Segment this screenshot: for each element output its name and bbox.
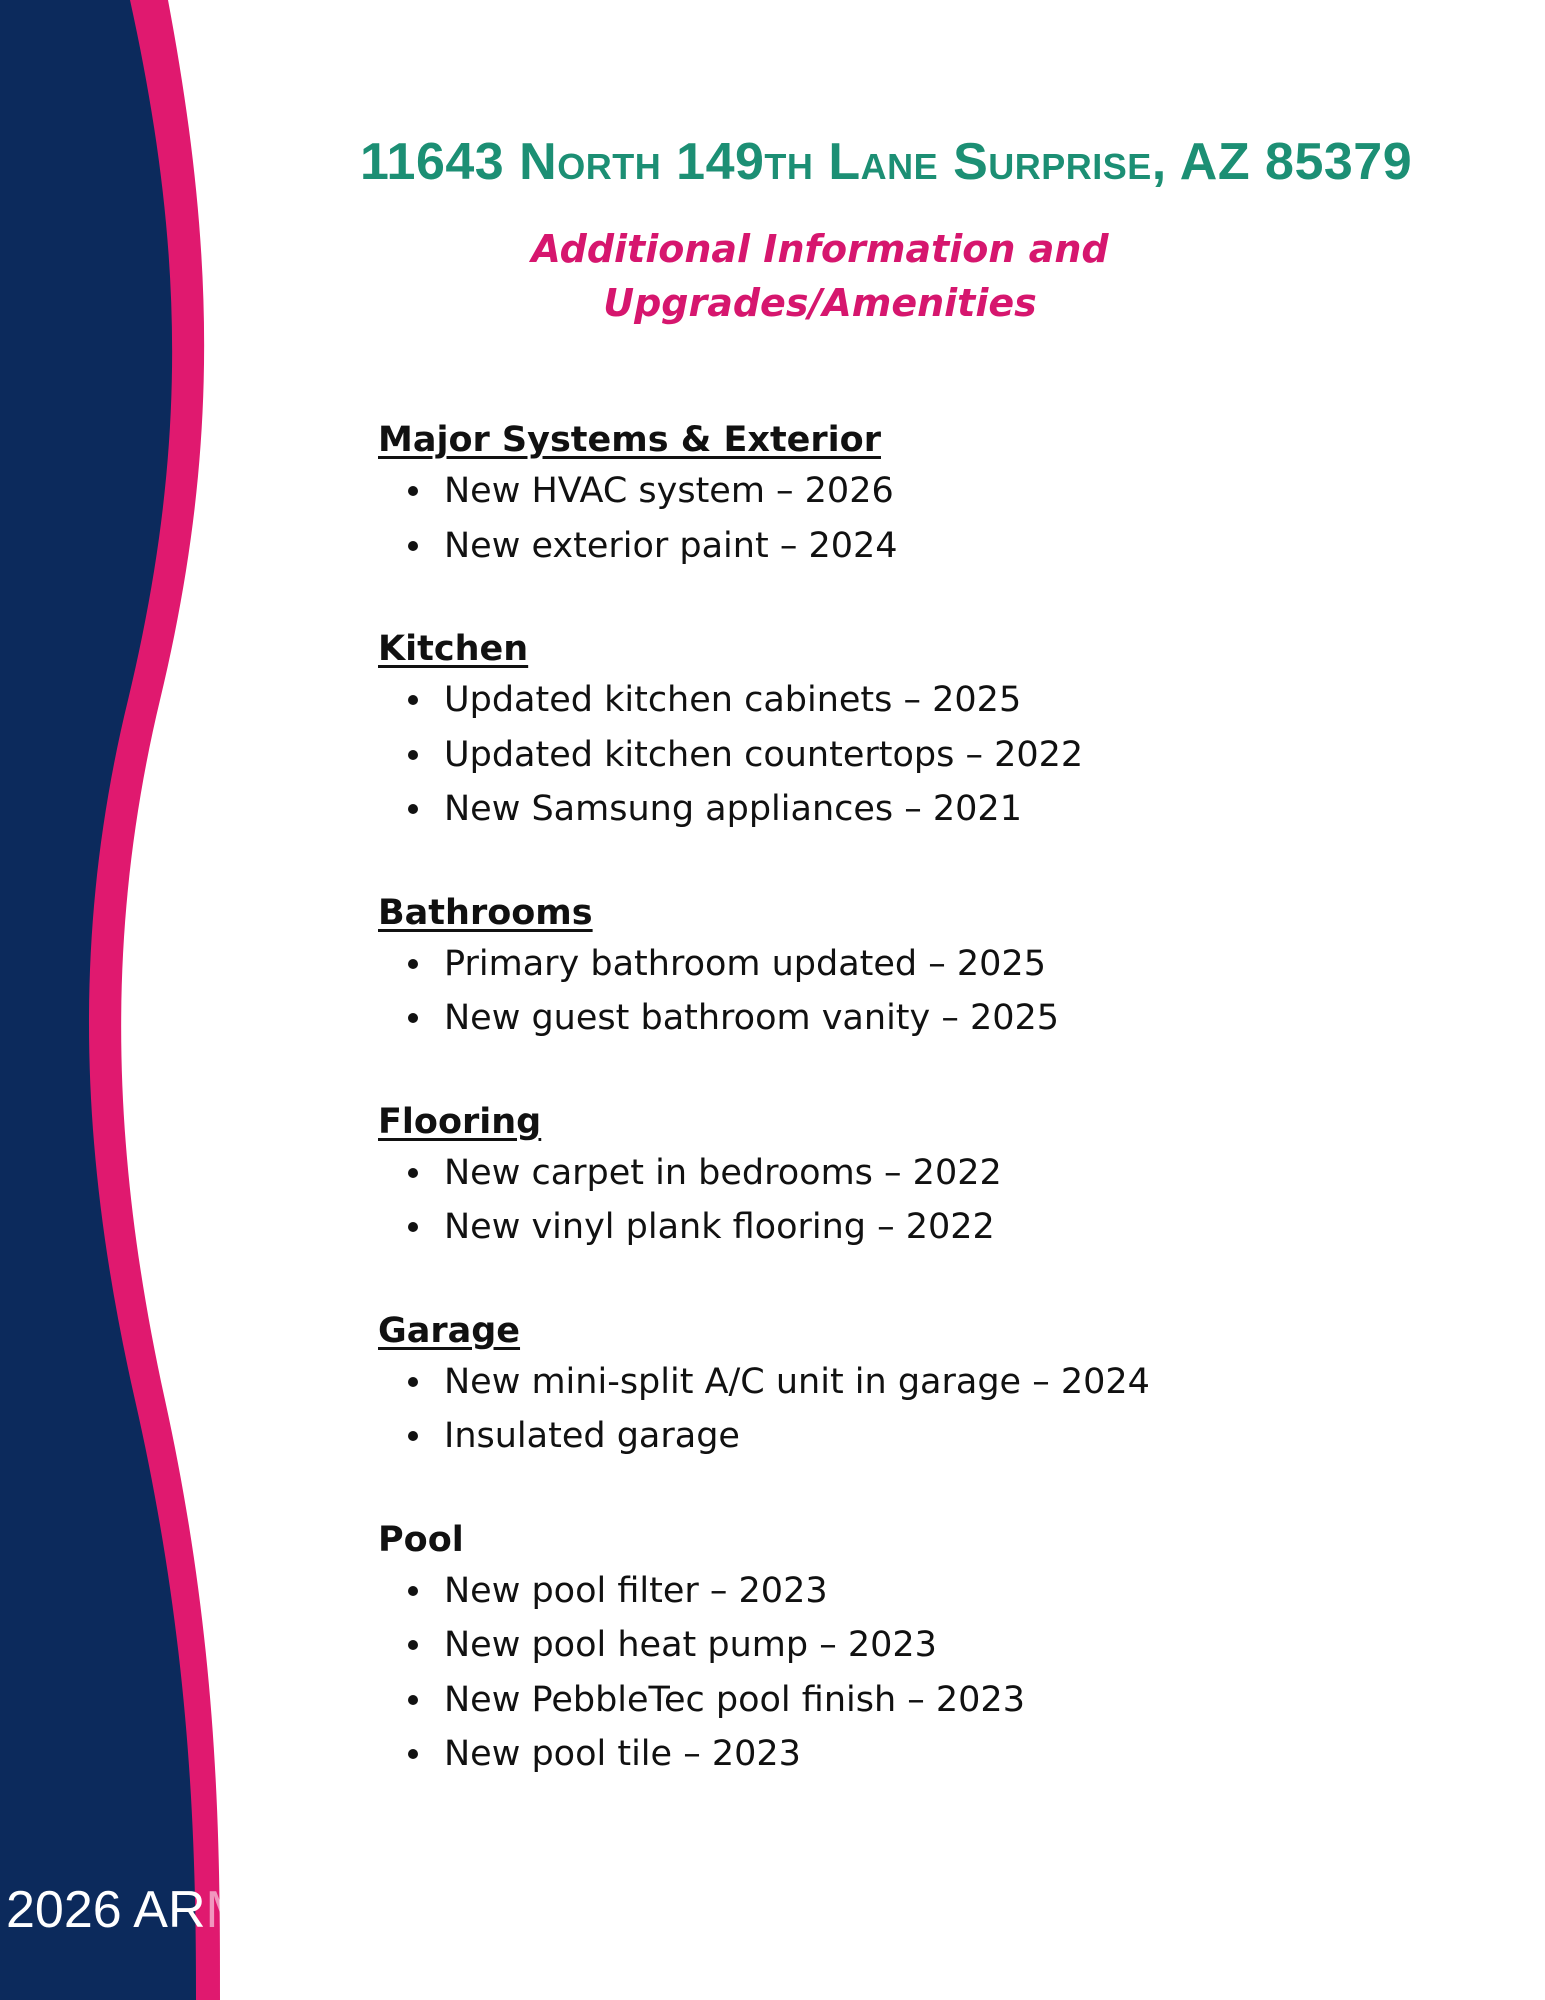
list-item-text: New guest bathroom vanity – 2025 bbox=[444, 998, 1060, 1038]
section-major-systems-exterior bbox=[378, 418, 1378, 573]
bullet-icon bbox=[408, 541, 418, 551]
list-item bbox=[378, 1618, 1378, 1673]
list-item-text: New HVAC system – 2026 bbox=[444, 471, 894, 511]
section-heading: Bathrooms bbox=[378, 892, 593, 933]
list-item-text: New pool filter – 2023 bbox=[444, 1570, 828, 1611]
bullet-icon bbox=[408, 1640, 418, 1650]
section-items bbox=[378, 464, 1378, 573]
list-item-text: New vinyl plank flooring – 2022 bbox=[444, 1207, 995, 1247]
list-item bbox=[378, 1727, 1378, 1782]
bullet-icon bbox=[408, 1222, 418, 1232]
list-item-text: Updated kitchen cabinets – 2025 bbox=[444, 680, 1022, 720]
list-item bbox=[378, 519, 1378, 574]
section-pool bbox=[378, 1518, 1378, 1782]
bullet-icon bbox=[408, 1695, 418, 1705]
list-item-text: New exterior paint – 2024 bbox=[444, 525, 898, 566]
list-item-text: Updated kitchen countertops – 2022 bbox=[444, 734, 1084, 775]
bullet-icon bbox=[408, 1377, 418, 1387]
bullet-icon bbox=[408, 1431, 418, 1441]
list-item bbox=[378, 782, 1378, 837]
upgrades-list bbox=[378, 418, 1378, 1836]
section-items bbox=[378, 1355, 1378, 1464]
section-heading: Major Systems & Exterior bbox=[378, 420, 881, 460]
list-item bbox=[378, 1409, 1378, 1464]
section-bathrooms bbox=[378, 891, 1378, 1046]
bullet-icon bbox=[408, 486, 418, 496]
subtitle-line-1: Additional Information and bbox=[531, 227, 1109, 271]
section-heading: Garage bbox=[378, 1310, 521, 1351]
list-item-text: New mini-split A/C unit in garage – 2024 bbox=[444, 1361, 1150, 1402]
bullet-icon bbox=[408, 695, 418, 705]
page-subtitle bbox=[420, 222, 1220, 330]
bullet-icon bbox=[408, 804, 418, 814]
list-item bbox=[378, 1673, 1378, 1728]
list-item bbox=[378, 991, 1378, 1046]
mls-watermark bbox=[6, 1880, 312, 1940]
section-heading: Flooring bbox=[378, 1101, 542, 1142]
bullet-icon bbox=[408, 1586, 418, 1596]
list-item-text: New Samsung appliances – 2021 bbox=[444, 789, 1022, 829]
bullet-icon bbox=[408, 959, 418, 969]
list-item bbox=[378, 1146, 1378, 1201]
section-kitchen bbox=[378, 627, 1378, 837]
list-item bbox=[378, 464, 1378, 519]
section-items bbox=[378, 673, 1378, 837]
section-garage bbox=[378, 1309, 1378, 1464]
list-item-text: New PebbleTec pool finish – 2023 bbox=[444, 1679, 1025, 1720]
section-flooring bbox=[378, 1100, 1378, 1255]
list-item bbox=[378, 673, 1378, 728]
list-item bbox=[378, 728, 1378, 783]
list-item bbox=[378, 1200, 1378, 1255]
list-item-text: New pool heat pump – 2023 bbox=[444, 1625, 937, 1665]
list-item-text: Insulated garage bbox=[444, 1416, 740, 1456]
list-item-text: Primary bathroom updated – 2025 bbox=[444, 943, 1046, 984]
subtitle-line-2: Upgrades/Amenities bbox=[603, 281, 1037, 325]
list-item bbox=[378, 1355, 1378, 1410]
section-items bbox=[378, 1146, 1378, 1255]
list-item-text: New pool tile – 2023 bbox=[444, 1734, 801, 1774]
list-item-text: New carpet in bedrooms – 2022 bbox=[444, 1152, 1002, 1193]
bullet-icon bbox=[408, 1749, 418, 1759]
list-item bbox=[378, 1564, 1378, 1619]
bullet-icon bbox=[408, 1013, 418, 1023]
watermark-main: 2026 AR bbox=[6, 1881, 206, 1939]
watermark-faded: MLS bbox=[205, 1881, 313, 1939]
bullet-icon bbox=[408, 750, 418, 760]
list-item bbox=[378, 937, 1378, 992]
property-address: 11643 North 149th Lane Surprise, AZ 85379 bbox=[360, 133, 1413, 191]
decorative-wave-border bbox=[0, 0, 260, 2000]
section-items bbox=[378, 1564, 1378, 1782]
section-heading: Pool bbox=[378, 1519, 464, 1560]
section-heading: Kitchen bbox=[378, 629, 529, 669]
bullet-icon bbox=[408, 1168, 418, 1178]
section-items bbox=[378, 937, 1378, 1046]
